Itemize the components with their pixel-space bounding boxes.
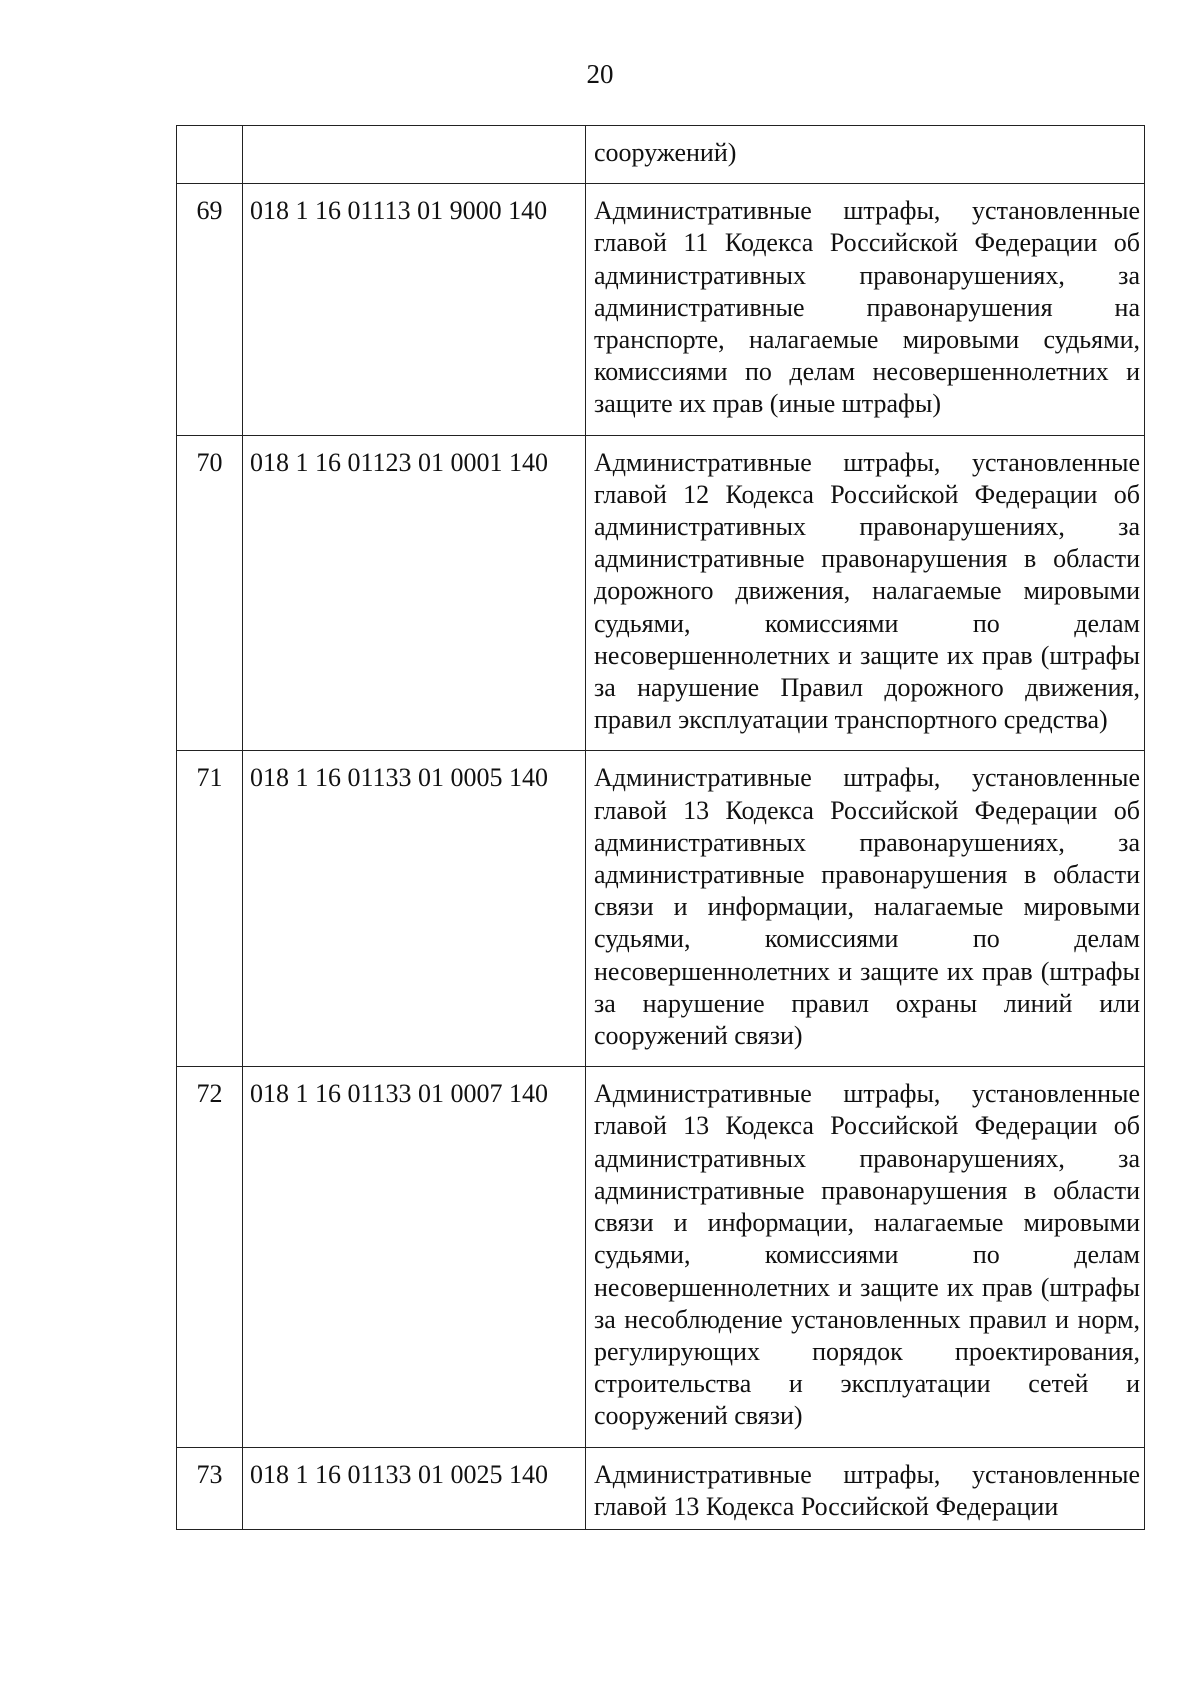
table-row [177, 1067, 1145, 1447]
code-cell: 018 1 16 01113 01 9000 140 [243, 184, 586, 435]
row-number-cell: 70 [177, 435, 243, 751]
row-number-cell: 71 [177, 751, 243, 1067]
table-row [177, 184, 1145, 435]
row-number-cell: 73 [177, 1447, 243, 1529]
table-row [177, 435, 1145, 751]
table-row [177, 751, 1145, 1067]
description-cell: Административные штрафы, установленные главой 12 Кодекса Российской Федерации об административных правонарушениях, за административные правонарушения в области дорожного движения, налагаемые мировыми судьями, комиссиями по делам несовершеннолетних и защите их прав (штрафы за нарушение Правил дорожного движения, правил эксплуатации транспортного средства) [586, 435, 1145, 751]
code-cell: 018 1 16 01133 01 0025 140 [243, 1447, 586, 1529]
description-cell: Административные штрафы, установленные главой 13 Кодекса Российской Федерации об административных правонарушениях, за административные правонарушения в области связи и информации, налагаемые мировыми судьями, комиссиями по делам несовершеннолетних и защите их прав (штрафы за несоблюдение установленных правил и норм, регулирующих порядок проектирования, строительства и эксплуатации сетей и сооружений связи) [586, 1067, 1145, 1447]
code-cell [243, 126, 586, 184]
table-row-continuation [177, 126, 1145, 184]
page-number: 20 [586, 59, 614, 89]
row-number-cell: 69 [177, 184, 243, 435]
table-row [177, 1447, 1145, 1529]
description-cell: Административные штрафы, установленные главой 13 Кодекса Российской Федерации об административных правонарушениях, за административные правонарушения в области связи и информации, налагаемые мировыми судьями, комиссиями по делам несовершеннолетних и защите их прав (штрафы за нарушение правил охраны линий или сооружений связи) [586, 751, 1145, 1067]
code-cell: 018 1 16 01133 01 0005 140 [243, 751, 586, 1067]
row-number-cell [177, 126, 243, 184]
revenue-codes-table [176, 125, 1145, 1530]
description-cell: сооружений) [586, 126, 1145, 184]
description-cell: Административные штрафы, установленные главой 11 Кодекса Российской Федерации об административных правонарушениях, за административные правонарушения на транспорте, налагаемые мировыми судьями, комиссиями по делам несовершеннолетних и защите их прав (иные штрафы) [586, 184, 1145, 435]
row-number-cell: 72 [177, 1067, 243, 1447]
code-cell: 018 1 16 01133 01 0007 140 [243, 1067, 586, 1447]
description-cell: Административные штрафы, установленные главой 13 Кодекса Российской Федерации [586, 1447, 1145, 1529]
code-cell: 018 1 16 01123 01 0001 140 [243, 435, 586, 751]
